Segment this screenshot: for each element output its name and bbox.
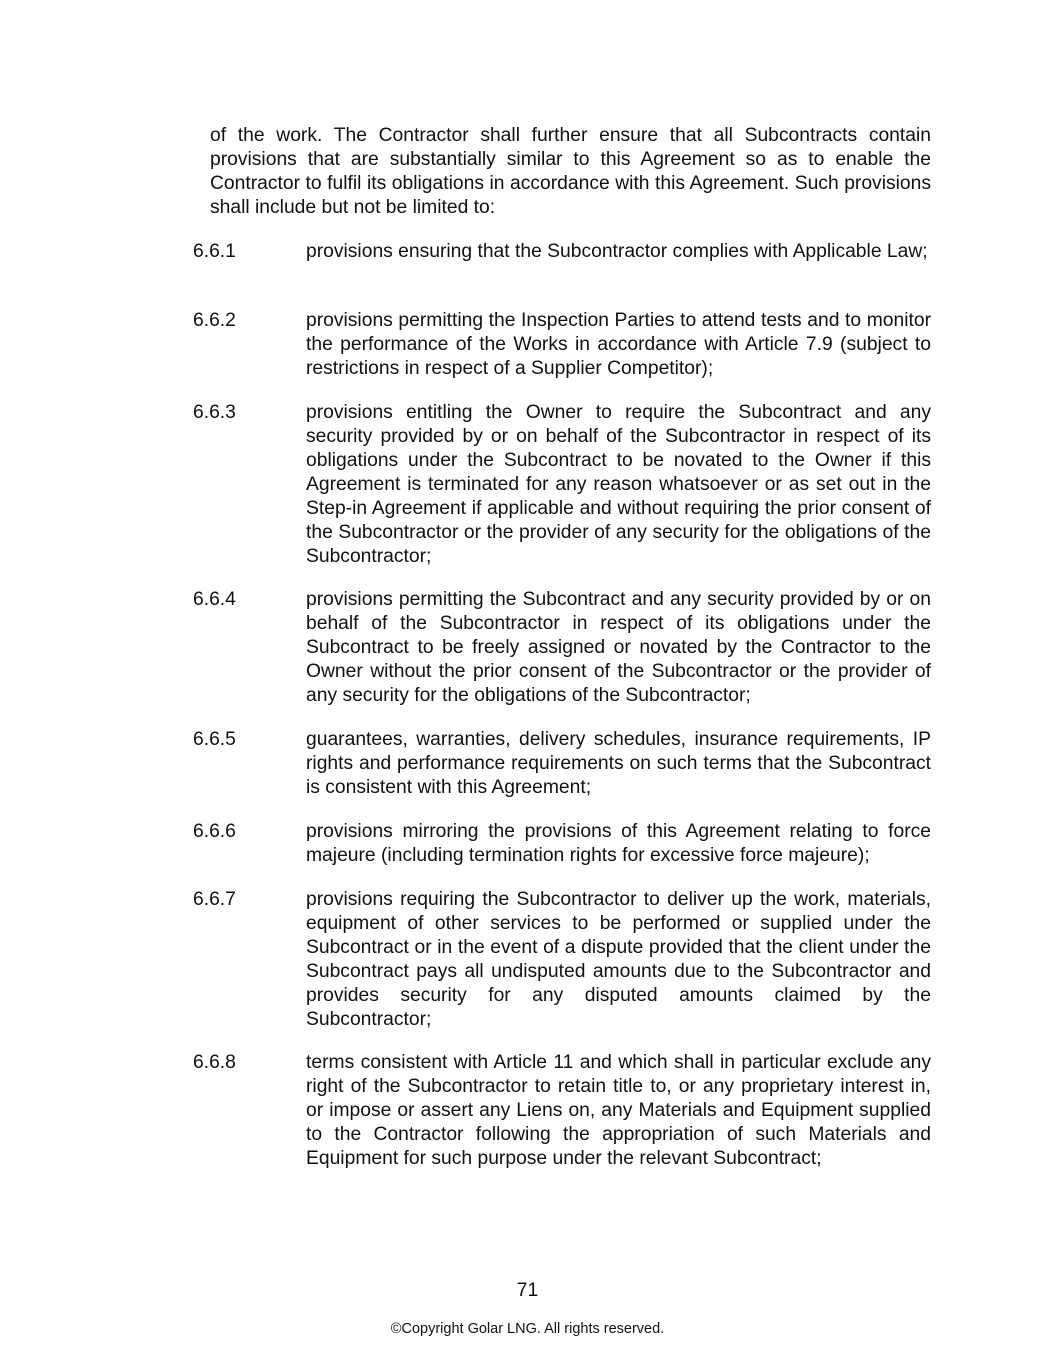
clause-text: terms consistent with Article 11 and which shall in particular exclude any right of the Subcontractor to retain title to, or any proprietary interest in, or impose or assert any Liens on, any Materials and Equipment supplied to the Contractor following the appropriation of such Materials and Equipment for such purpose under the relevant Subcontract;	[306, 1052, 931, 1169]
clause-number: 6.6.6	[193, 821, 236, 842]
clause-number: 6.6.4	[193, 589, 236, 610]
clause-text: provisions permitting the Inspection Parties to attend tests and to monitor the performance of the Works in accordance with Article 7.9 (subject to restrictions in respect of a Supplier Competitor);	[306, 310, 931, 379]
clause-number: 6.6.3	[193, 402, 236, 423]
clause-text: provisions ensuring that the Subcontractor complies with Applicable Law;	[306, 241, 928, 262]
clause-number: 6.6.1	[193, 241, 236, 262]
page-number: 71	[516, 1280, 539, 1301]
intro-paragraph: of the work. The Contractor shall further ensure that all Subcontracts contain provisions that are substantially similar to this Agreement so as to enable the Contractor to fulfil its obligations in accordance with this Agreement. Such provisions shall include but not be limited to:	[210, 125, 931, 218]
clause-number: 6.6.2	[193, 310, 236, 331]
copyright-notice: ©Copyright Golar LNG. All rights reserved.	[390, 1321, 665, 1337]
clause-text: provisions permitting the Subcontract and any security provided by or on behalf of the Subcontractor in respect of its obligations under the Subcontract to be freely assigned or novated by the Contractor to the Owner without the prior consent of the Subcontractor or the provider of any security for the obligations of the Subcontractor;	[306, 589, 931, 706]
clause-text: provisions requiring the Subcontractor to deliver up the work, materials, equipment of other services to be performed or supplied under the Subcontract or in the event of a dispute provided that the client under the Subcontract pays all undisputed amounts due to the Subcontractor and provides security for any disputed amounts claimed by the Subcontractor;	[306, 889, 931, 1030]
clause-text: guarantees, warranties, delivery schedules, insurance requirements, IP rights and performance requirements on such terms that the Subcontract is consistent with this Agreement;	[306, 729, 931, 798]
clause-number: 6.6.8	[193, 1052, 236, 1073]
clause-number: 6.6.5	[193, 729, 236, 750]
clause-number: 6.6.7	[193, 889, 236, 910]
clause-text: provisions entitling the Owner to require the Subcontract and any security provided by or on behalf of the Subcontractor in respect of its obligations under the Subcontract to be novated to the Owner if this Agreement is terminated for any reason whatsoever or as set out in the Step-in Agreement if applicable and without requiring the prior consent of the Subcontractor or the provider of any security for the obligations of the Subcontractor;	[306, 402, 931, 567]
clause-text: provisions mirroring the provisions of this Agreement relating to force majeure (including termination rights for excessive force majeure);	[306, 821, 931, 866]
